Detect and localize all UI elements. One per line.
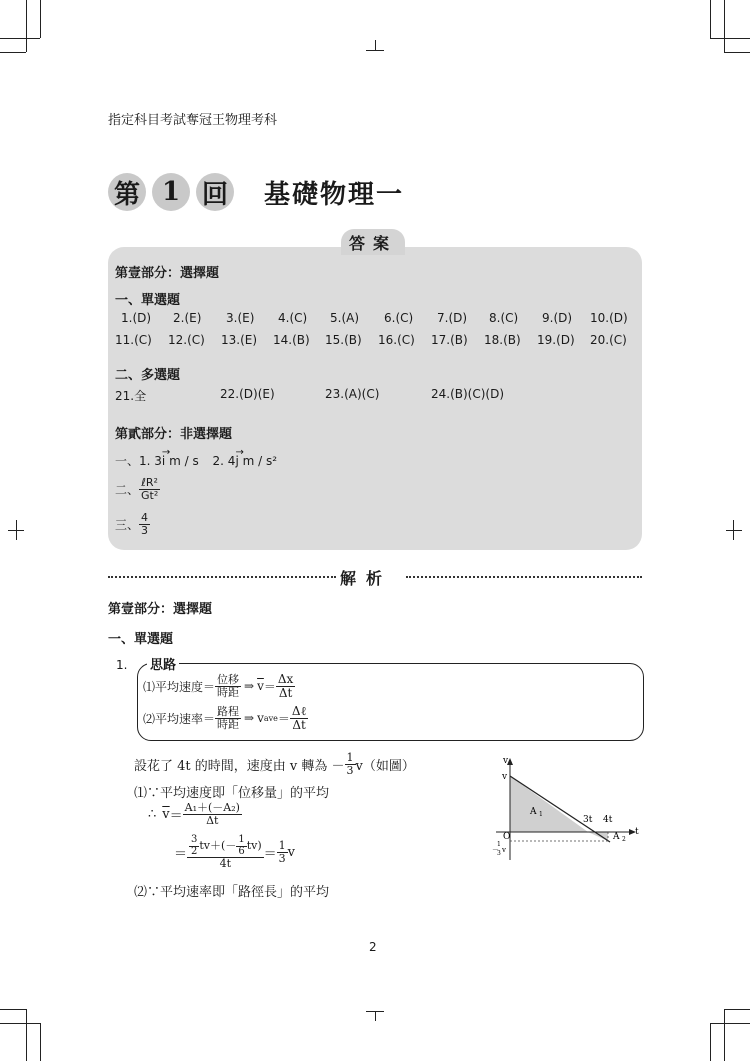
solution-text4: ＝ $\frac{3}{2}$ tv＋(－ $\frac{1}{6}$ tv) 4t ＝ $\frac{1}{3}$ v [174,834,296,870]
answer-item: 8.(C) [489,311,519,325]
vt-graph [488,752,648,864]
crop-mark [16,520,17,540]
crop-mark [375,40,376,50]
answer-item: 4.(C) [278,311,308,325]
answer-q1-part-b: 2. 4 [212,454,236,468]
solution-single-title: 一、單選題 [108,632,174,647]
answer-item: 17.(B) [431,333,468,347]
answer-item: 15.(B) [325,333,362,347]
line2-symbol-fraction: $\frac{\text{Δℓ}}{\Delta t}$ [291,704,307,732]
answer-part2-title: 第貳部分：非選擇題 [115,427,233,442]
answer-q1-prefix: 一、 [115,454,140,468]
v-axis-label: v [503,756,509,766]
solution-text3: ∴ $\overline{v}$ ＝ $\frac{\text{A₁＋(－A₂)}}{\Delta t}$ [148,801,240,827]
solution-text1: 設花了 4t 的時間，速度由 v 轉為 － $\frac{1}{3}$ v（如圖） [134,751,415,777]
answer-item: 14.(B) [273,333,310,347]
answer-item: 21.全 [115,389,147,403]
a1-label: A [530,807,537,817]
implies-icon: ⇒ [244,679,255,694]
answer-item: 12.(C) [168,333,205,347]
page-number: 2 [369,940,377,954]
answer-item: 10.(D) [590,311,628,325]
answer-q1-unit-a: m / s [165,454,199,468]
crop-mark [733,520,734,540]
answer-item: 5.(A) [330,311,360,325]
answer-q3-prefix: 三、 [115,517,140,532]
answer-q2-fraction [139,477,160,501]
neg-tick-sign: － [492,846,499,854]
answer-q3-denominator: 3 [141,523,149,537]
answer-item: 20.(C) [590,333,627,347]
answer-item: 3.(E) [226,311,255,325]
crop-mark [724,1009,750,1010]
answer-item: 11.(C) [115,333,152,347]
implies-icon: ⇒ [244,711,255,726]
answer-item: 6.(C) [384,311,414,325]
answer-item: 13.(E) [221,333,258,347]
question-number: 1. [116,658,128,672]
crop-mark [0,52,26,53]
answer-q1 [115,447,278,469]
solution-title: 解析 [340,566,392,589]
thinking-label: 思路 [147,654,179,673]
answer-q2 [115,477,160,501]
answer-q3-fraction [139,512,150,536]
dotted-divider-right [406,576,642,578]
answer-q1-unit-b: m / s² [238,454,278,468]
chapter-prefix: 第 [108,173,146,211]
crop-mark [40,1023,41,1061]
crop-mark [0,38,40,39]
crop-mark [0,1023,40,1024]
crop-mark [366,50,384,51]
solution-text2: ⑴∵平均速度即「位移量」的平均 [134,786,330,801]
answer-item: 7.(D) [437,311,468,325]
t4-label: 4t [603,815,613,825]
crop-mark [710,1023,750,1024]
line1-label: ⑴平均速度＝ [143,679,216,694]
crop-mark [26,1009,27,1061]
answer-single-title: 一、單選題 [115,293,181,308]
answer-q1-vector-i: → i [161,447,171,468]
a2-sub: 2 [622,836,626,843]
crop-mark [726,530,742,531]
answer-q1-vector-j: → j [235,447,244,468]
crop-mark [40,0,41,38]
line1-symbol-fraction: $\frac{\Delta x}{\Delta t}$ [277,672,294,700]
answer-item: 18.(B) [484,333,521,347]
v-tick-label: v [502,772,508,782]
line2-label: ⑵平均速率＝ [143,711,216,726]
a2-label: A [613,832,620,842]
answer-item: 22.(D)(E) [220,387,275,401]
answer-item: 1.(D) [121,311,152,325]
line1-vbar: $\overline{v}$ [257,679,264,694]
neg-tick-den: 3 [497,850,501,857]
crop-mark [724,1009,725,1061]
answer-q3 [115,512,150,536]
chapter-title: 基礎物理一 [264,179,405,210]
chapter-heading [108,172,404,212]
t3-label: 3t [583,815,593,825]
chapter-suffix: 回 [196,173,234,211]
crop-mark [26,0,27,52]
answer-tab: 答案 [341,229,405,255]
answer-q2-numerator: ℓR² [141,476,158,489]
answer-multi-title: 二、多選題 [115,368,181,383]
line1-word-fraction: $\frac{\text{位移}}{\text{時距}}$ [217,673,240,699]
dotted-divider-left [108,576,336,578]
crop-mark [710,1023,711,1061]
answer-q1-part-a: 1. 3 [139,454,162,468]
t-axis-label: t [635,827,639,837]
crop-mark [0,1009,26,1010]
neg-tick-num: 1 [497,841,501,848]
a1-sub: 1 [539,811,543,818]
answer-item: 9.(D) [542,311,573,325]
crop-mark [710,0,711,38]
answer-item: 16.(C) [378,333,415,347]
chapter-number: 1 [152,173,190,211]
solution-text5: ⑵∵平均速率即「路徑長」的平均 [134,885,330,900]
answer-item: 23.(A)(C) [325,387,380,401]
solution-part1-title: 第壹部分：選擇題 [108,602,213,617]
crop-mark [375,1011,376,1021]
crop-mark [724,52,750,53]
answer-q2-denominator: Gt² [141,488,159,502]
line2-word-fraction: $\frac{\text{路程}}{\text{時距}}$ [217,705,240,731]
crop-mark [710,38,750,39]
answer-q3-numerator: 4 [141,511,149,524]
thinking-line1: ⑴平均速度＝ $\frac{\text{位移}}{\text{時距}}$ ⇒ $\overline{v}$ ＝ $\frac{\Delta x}{\Delta t}$ [143,672,294,700]
answer-item: 2.(E) [173,311,202,325]
answer-part1-title: 第壹部分：選擇題 [115,266,220,281]
answer-q2-prefix: 二、 [115,482,140,497]
neg-tick-v: v [502,846,506,854]
origin-label: O [503,832,511,842]
answer-item: 24.(B)(C)(D) [431,387,505,401]
thinking-line2: ⑵平均速率＝ $\frac{\text{路程}}{\text{時距}}$ ⇒ v ave ＝ $\frac{\text{Δℓ}}{\Delta t}$ [143,704,307,732]
line2-v: v [257,711,264,726]
answer-item: 19.(D) [537,333,575,347]
running-header: 指定科目考試奪冠王物理考科 [108,113,278,128]
crop-mark [724,0,725,52]
